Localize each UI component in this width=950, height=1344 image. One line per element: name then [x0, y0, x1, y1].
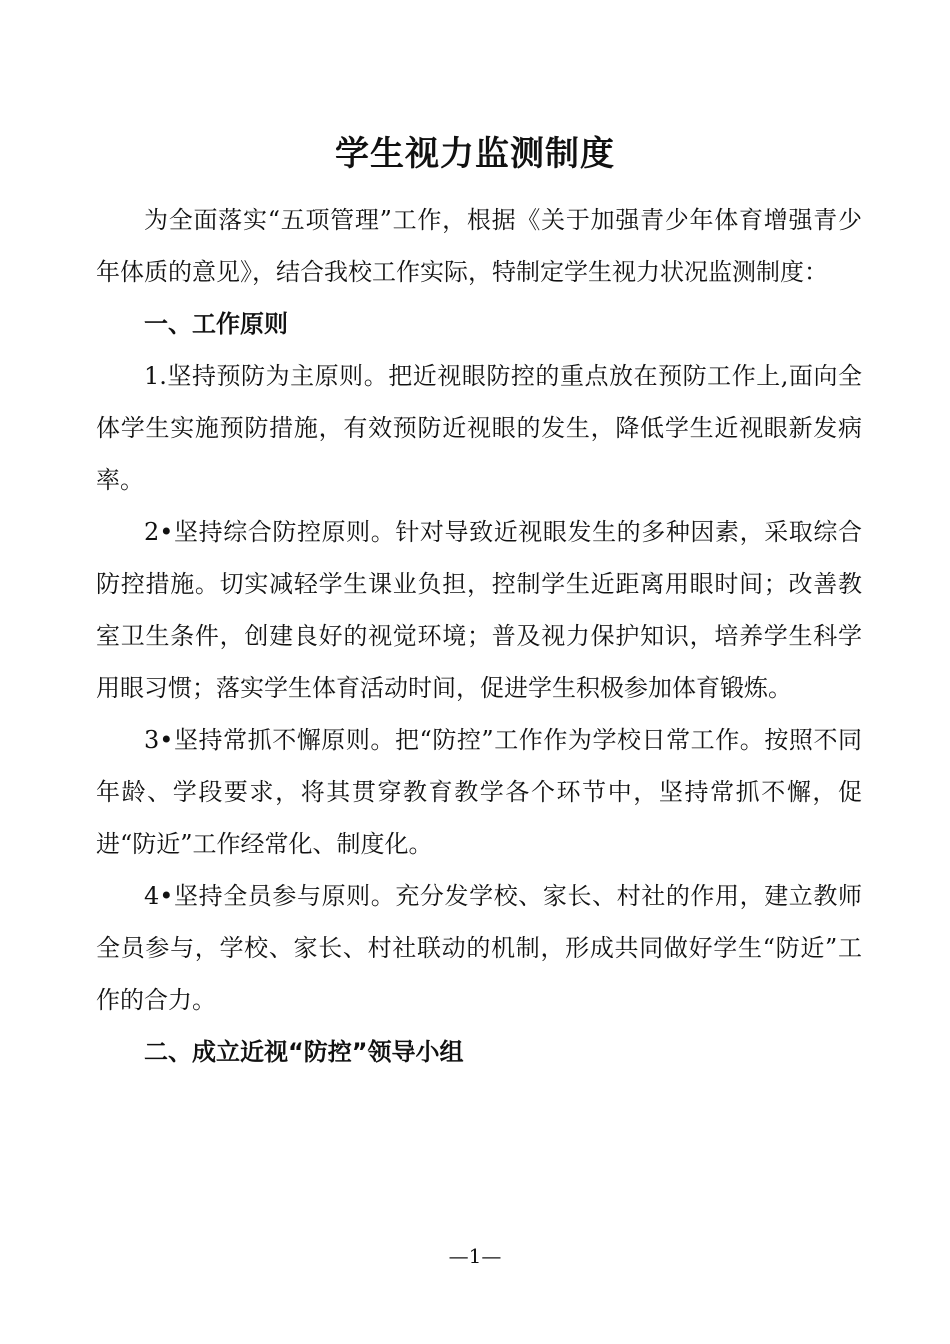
- principle-paragraph-4: 4•坚持全员参与原则。充分发学校、家长、村社的作用，建立教师全员参与，学校、家长、村社联动的机制，形成共同做好学生“防近”工作的合力。: [96, 882, 862, 1014]
- document-title: 学生视力监测制度: [335, 133, 615, 174]
- page-number: —1—: [448, 1244, 502, 1268]
- intro-paragraph: 为全面落实“五项管理”工作，根据《关于加强青少年体育增强青少年体质的意见》，结合我校工作实际，特制定学生视力状况监测制度：: [96, 206, 862, 286]
- document-body: [96, 194, 862, 1078]
- section-heading-principles: 一、工作原则: [144, 310, 288, 338]
- principle-paragraph-1: 1.坚持预防为主原则。把近视眼防控的重点放在预防工作上,面向全体学生实施预防措施，有效预防近视眼的发生，降低学生近视眼新发病率。: [96, 362, 862, 494]
- principle-paragraph-2: 2•坚持综合防控原则。针对导致近视眼发生的多种因素，采取综合防控措施。切实减轻学生课业负担，控制学生近距离用眼时间；改善教室卫生条件，创建良好的视觉环境；普及视力保护知识，培养学生科学用眼习惯；落实学生体育活动时间，促进学生积极参加体育锻炼。: [96, 518, 862, 702]
- principle-paragraph-3: 3•坚持常抓不懈原则。把“防控”工作作为学校日常工作。按照不同年龄、学段要求，将其贯穿教育教学各个环节中，坚持常抓不懈，促进“防近”工作经常化、制度化。: [96, 726, 862, 858]
- section-heading-leadership-group: 二、成立近视“防控”领导小组: [144, 1038, 464, 1066]
